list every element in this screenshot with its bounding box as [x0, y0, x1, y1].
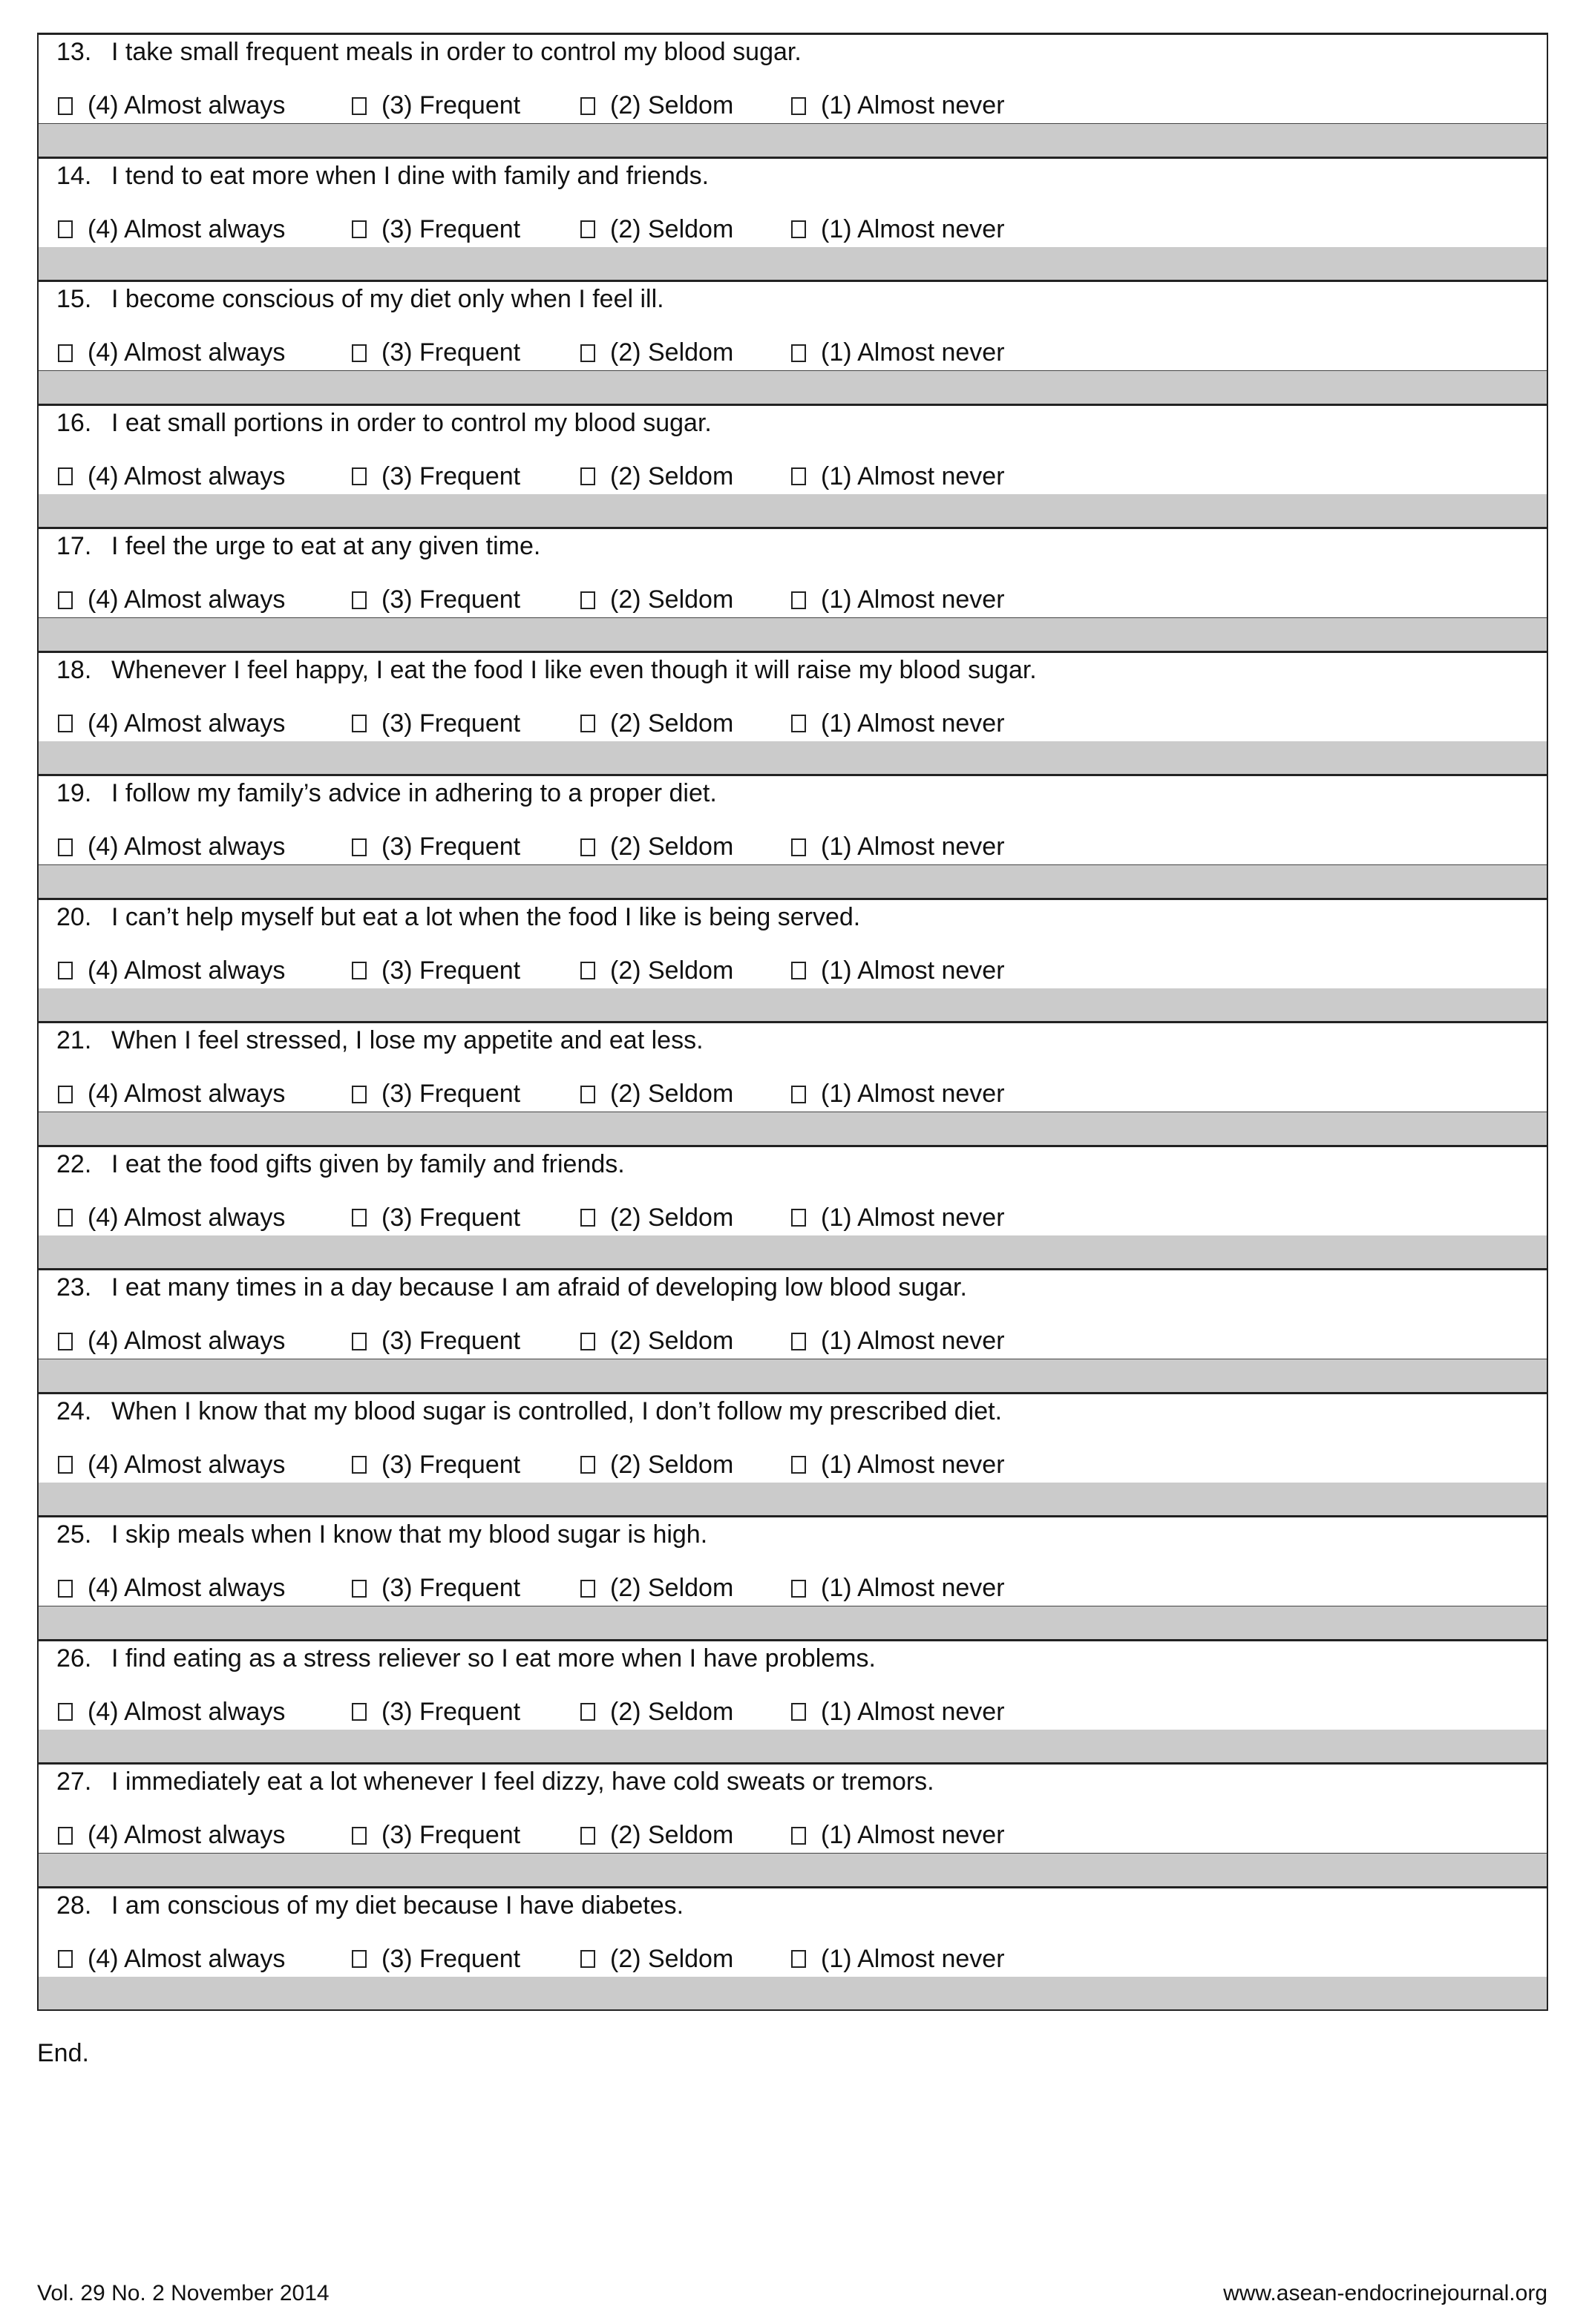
- spacer-band: [39, 618, 1547, 651]
- question-item: [39, 1268, 1547, 1392]
- option-label: (4) Almost always: [88, 338, 286, 367]
- checkbox-icon[interactable]: [58, 344, 73, 362]
- spacer-band: [39, 865, 1547, 898]
- question-number: 15.: [56, 285, 92, 313]
- answer-option[interactable]: [352, 585, 520, 614]
- answer-option[interactable]: [352, 215, 520, 244]
- question-item: [39, 1145, 1547, 1269]
- question-item: [39, 898, 1547, 1022]
- option-label: (3) Frequent: [381, 1697, 521, 1726]
- answer-option[interactable]: [791, 1327, 1005, 1356]
- option-label: (2) Seldom: [610, 1203, 734, 1232]
- question-statement: I eat small portions in order to control my blood sugar.: [111, 408, 712, 437]
- option-label: (4) Almost always: [88, 585, 286, 614]
- option-label: (3) Frequent: [381, 1821, 521, 1849]
- question-cell: [39, 1147, 1547, 1236]
- checkbox-icon[interactable]: [352, 97, 367, 115]
- checkbox-icon[interactable]: [58, 962, 73, 979]
- option-label: (1) Almost never: [821, 1080, 1005, 1108]
- spacer-band: [39, 1112, 1547, 1145]
- option-label: (2) Seldom: [610, 1450, 734, 1479]
- question-statement: I take small frequent meals in order to control my blood sugar.: [111, 38, 802, 66]
- spacer-band: [39, 1483, 1547, 1515]
- answer-option[interactable]: [352, 956, 520, 985]
- answer-option[interactable]: [791, 585, 1005, 614]
- checkbox-icon[interactable]: [352, 467, 367, 485]
- answer-option[interactable]: [352, 833, 520, 861]
- answer-option[interactable]: [58, 1574, 285, 1603]
- option-label: (1) Almost never: [821, 1944, 1005, 1973]
- checkbox-icon[interactable]: [791, 97, 806, 115]
- question-text: [56, 1273, 967, 1302]
- answer-option[interactable]: [58, 1080, 285, 1109]
- answer-option[interactable]: [580, 1698, 733, 1727]
- checkbox-icon[interactable]: [352, 591, 367, 609]
- question-cell: [39, 1888, 1547, 1977]
- question-item: [39, 33, 1547, 157]
- option-label: (4) Almost always: [88, 833, 286, 861]
- question-number: 19.: [56, 779, 92, 807]
- answer-option[interactable]: [580, 1574, 733, 1603]
- option-label: (2) Seldom: [610, 1697, 734, 1726]
- checkbox-icon[interactable]: [580, 467, 595, 485]
- checkbox-icon[interactable]: [791, 1827, 806, 1845]
- answer-option[interactable]: [352, 1204, 520, 1232]
- question-number: 17.: [56, 532, 92, 560]
- option-label: (3) Frequent: [381, 1944, 521, 1973]
- checkbox-icon[interactable]: [580, 1456, 595, 1474]
- answer-option[interactable]: [791, 833, 1005, 861]
- question-text: [56, 903, 860, 932]
- checkbox-icon[interactable]: [58, 1333, 73, 1350]
- option-label: (1) Almost never: [821, 462, 1005, 490]
- checkbox-icon[interactable]: [791, 715, 806, 732]
- question-number: 16.: [56, 408, 92, 437]
- answer-option[interactable]: [580, 1204, 733, 1232]
- question-item: [39, 1021, 1547, 1145]
- option-label: (3) Frequent: [381, 91, 521, 119]
- answer-option[interactable]: [58, 709, 285, 738]
- answer-option[interactable]: [580, 585, 733, 614]
- option-label: (3) Frequent: [381, 1450, 521, 1479]
- answer-option[interactable]: [352, 1080, 520, 1109]
- question-text: [56, 409, 712, 438]
- option-label: (2) Seldom: [610, 585, 734, 614]
- checkbox-icon[interactable]: [352, 1086, 367, 1103]
- question-cell: [39, 35, 1547, 124]
- option-label: (2) Seldom: [610, 709, 734, 738]
- question-statement: I can’t help myself but eat a lot when the food I like is being served.: [111, 902, 861, 931]
- question-cell: [39, 159, 1547, 248]
- option-label: (3) Frequent: [381, 214, 521, 243]
- spacer-band: [39, 1359, 1547, 1392]
- question-item: [39, 1886, 1547, 2010]
- question-cell: [39, 282, 1547, 371]
- spacer-band: [39, 1977, 1547, 2009]
- checkbox-icon[interactable]: [791, 467, 806, 485]
- answer-option[interactable]: [791, 91, 1005, 120]
- question-number: 26.: [56, 1644, 92, 1673]
- checkbox-icon[interactable]: [352, 1456, 367, 1474]
- option-label: (1) Almost never: [821, 1327, 1005, 1355]
- checkbox-icon[interactable]: [580, 1209, 595, 1227]
- question-statement: I am conscious of my diet because I have diabetes.: [111, 1891, 684, 1920]
- answer-option[interactable]: [352, 1574, 520, 1603]
- option-label: (3) Frequent: [381, 1327, 521, 1355]
- answer-option[interactable]: [352, 1451, 520, 1480]
- answer-option[interactable]: [58, 91, 285, 120]
- checkbox-icon[interactable]: [791, 1086, 806, 1103]
- checkbox-icon[interactable]: [580, 962, 595, 979]
- answer-option[interactable]: [791, 956, 1005, 985]
- question-item: [39, 774, 1547, 898]
- question-text: [56, 1520, 707, 1549]
- checkbox-icon[interactable]: [791, 1703, 806, 1721]
- spacer-band: [39, 247, 1547, 280]
- option-label: (3) Frequent: [381, 338, 521, 367]
- checkbox-icon[interactable]: [580, 1950, 595, 1968]
- checkbox-icon[interactable]: [352, 715, 367, 732]
- question-cell: [39, 1641, 1547, 1730]
- option-label: (1) Almost never: [821, 1203, 1005, 1232]
- question-number: 21.: [56, 1026, 92, 1054]
- question-text: [56, 38, 802, 67]
- question-statement: I find eating as a stress reliever so I eat more when I have problems.: [111, 1644, 876, 1673]
- question-cell: [39, 900, 1547, 989]
- checkbox-icon[interactable]: [58, 1827, 73, 1845]
- question-number: 25.: [56, 1520, 92, 1549]
- question-statement: I immediately eat a lot whenever I feel dizzy, have cold sweats or tremors.: [111, 1767, 934, 1796]
- answer-option[interactable]: [580, 1327, 733, 1356]
- checkbox-icon[interactable]: [352, 220, 367, 238]
- question-cell: [39, 529, 1547, 618]
- footer-volume: Vol. 29 No. 2 November 2014: [37, 2281, 330, 2305]
- question-text: [56, 779, 717, 808]
- option-label: (2) Seldom: [610, 1944, 734, 1973]
- question-item: [39, 280, 1547, 404]
- answer-option[interactable]: [791, 215, 1005, 244]
- checkbox-icon[interactable]: [352, 344, 367, 362]
- checkbox-icon[interactable]: [580, 1333, 595, 1350]
- checkbox-icon[interactable]: [580, 1580, 595, 1598]
- answer-option[interactable]: [58, 215, 285, 244]
- spacer-band: [39, 1730, 1547, 1762]
- answer-option[interactable]: [580, 1451, 733, 1480]
- option-label: (2) Seldom: [610, 1574, 734, 1602]
- question-cell: [39, 1765, 1547, 1854]
- answer-option[interactable]: [580, 215, 733, 244]
- answer-option[interactable]: [580, 709, 733, 738]
- questionnaire-table: [37, 33, 1548, 2011]
- option-label: (1) Almost never: [821, 709, 1005, 738]
- checkbox-icon[interactable]: [352, 1209, 367, 1227]
- question-number: 27.: [56, 1767, 92, 1796]
- checkbox-icon[interactable]: [58, 1580, 73, 1598]
- spacer-band: [39, 124, 1547, 157]
- answer-option[interactable]: [58, 1698, 285, 1727]
- checkbox-icon[interactable]: [58, 838, 73, 856]
- question-statement: I tend to eat more when I dine with family and friends.: [111, 161, 710, 190]
- question-text: [56, 1767, 934, 1796]
- answer-option[interactable]: [580, 1945, 733, 1974]
- answer-option[interactable]: [58, 1204, 285, 1232]
- checkbox-icon[interactable]: [791, 344, 806, 362]
- answer-option[interactable]: [352, 91, 520, 120]
- option-label: (4) Almost always: [88, 1944, 286, 1973]
- question-statement: I become conscious of my diet only when I feel ill.: [111, 285, 664, 313]
- answer-option[interactable]: [580, 462, 733, 491]
- checkbox-icon[interactable]: [791, 1333, 806, 1350]
- question-number: 24.: [56, 1396, 92, 1425]
- option-label: (4) Almost always: [88, 709, 286, 738]
- answer-option[interactable]: [352, 709, 520, 738]
- answer-option[interactable]: [791, 338, 1005, 367]
- question-statement: I eat many times in a day because I am afraid of developing low blood sugar.: [111, 1273, 967, 1301]
- question-cell: [39, 1023, 1547, 1112]
- question-number: 18.: [56, 655, 92, 684]
- question-statement: I follow my family’s advice in adhering to a proper diet.: [111, 779, 717, 807]
- checkbox-icon[interactable]: [58, 220, 73, 238]
- option-label: (2) Seldom: [610, 1080, 734, 1108]
- option-label: (2) Seldom: [610, 462, 734, 490]
- answer-option[interactable]: [580, 338, 733, 367]
- checkbox-icon[interactable]: [352, 1827, 367, 1845]
- checkbox-icon[interactable]: [352, 1580, 367, 1598]
- checkbox-icon[interactable]: [580, 220, 595, 238]
- checkbox-icon[interactable]: [580, 715, 595, 732]
- answer-option[interactable]: [580, 91, 733, 120]
- spacer-band: [39, 1235, 1547, 1268]
- question-number: 23.: [56, 1273, 92, 1301]
- checkbox-icon[interactable]: [791, 838, 806, 856]
- option-label: (1) Almost never: [821, 956, 1005, 985]
- option-label: (1) Almost never: [821, 1574, 1005, 1602]
- answer-option[interactable]: [58, 956, 285, 985]
- spacer-band: [39, 371, 1547, 404]
- question-text: [56, 285, 664, 314]
- question-item: [39, 651, 1547, 775]
- checkbox-icon[interactable]: [58, 467, 73, 485]
- answer-option[interactable]: [791, 1204, 1005, 1232]
- answer-option[interactable]: [58, 1945, 285, 1974]
- answer-option[interactable]: [791, 1698, 1005, 1727]
- spacer-band: [39, 494, 1547, 527]
- option-label: (4) Almost always: [88, 956, 286, 985]
- question-number: 13.: [56, 38, 92, 66]
- question-number: 20.: [56, 902, 92, 931]
- answer-option[interactable]: [58, 462, 285, 491]
- question-item: [39, 157, 1547, 280]
- checkbox-icon[interactable]: [580, 344, 595, 362]
- checkbox-icon[interactable]: [580, 838, 595, 856]
- question-cell: [39, 1394, 1547, 1483]
- checkbox-icon[interactable]: [58, 1086, 73, 1103]
- option-label: (1) Almost never: [821, 585, 1005, 614]
- question-cell: [39, 1270, 1547, 1359]
- checkbox-icon[interactable]: [352, 1703, 367, 1721]
- option-label: (1) Almost never: [821, 1697, 1005, 1726]
- question-cell: [39, 776, 1547, 865]
- question-statement: I skip meals when I know that my blood sugar is high.: [111, 1520, 708, 1549]
- question-item: [39, 404, 1547, 528]
- option-label: (4) Almost always: [88, 91, 286, 119]
- checkbox-icon[interactable]: [58, 1703, 73, 1721]
- option-label: (4) Almost always: [88, 1821, 286, 1849]
- answer-option[interactable]: [58, 338, 285, 367]
- checkbox-icon[interactable]: [58, 97, 73, 115]
- answer-option[interactable]: [352, 462, 520, 491]
- question-text: [56, 656, 1037, 685]
- checkbox-icon[interactable]: [352, 1333, 367, 1350]
- option-label: (2) Seldom: [610, 91, 734, 119]
- checkbox-icon[interactable]: [580, 1086, 595, 1103]
- question-text: [56, 1150, 625, 1179]
- option-label: (4) Almost always: [88, 1574, 286, 1602]
- question-cell: [39, 406, 1547, 495]
- answer-option[interactable]: [352, 338, 520, 367]
- question-item: [39, 1639, 1547, 1763]
- option-label: (2) Seldom: [610, 833, 734, 861]
- checkbox-icon[interactable]: [791, 220, 806, 238]
- option-label: (1) Almost never: [821, 1450, 1005, 1479]
- option-label: (4) Almost always: [88, 1327, 286, 1355]
- checkbox-icon[interactable]: [791, 591, 806, 609]
- question-cell: [39, 1517, 1547, 1606]
- question-text: [56, 532, 540, 561]
- answer-option[interactable]: [580, 1821, 733, 1850]
- answer-option[interactable]: [352, 1821, 520, 1850]
- answer-option[interactable]: [58, 833, 285, 861]
- option-label: (3) Frequent: [381, 709, 521, 738]
- checkbox-icon[interactable]: [58, 715, 73, 732]
- option-label: (1) Almost never: [821, 833, 1005, 861]
- spacer-band: [39, 1606, 1547, 1639]
- question-statement: I eat the food gifts given by family and friends.: [111, 1149, 625, 1178]
- checkbox-icon[interactable]: [58, 1456, 73, 1474]
- question-statement: I feel the urge to eat at any given time.: [111, 532, 541, 560]
- checkbox-icon[interactable]: [791, 1950, 806, 1968]
- spacer-band: [39, 741, 1547, 774]
- answer-option[interactable]: [791, 1821, 1005, 1850]
- question-cell: [39, 653, 1547, 742]
- answer-option[interactable]: [58, 1327, 285, 1356]
- checkbox-icon[interactable]: [580, 1827, 595, 1845]
- option-label: (2) Seldom: [610, 1327, 734, 1355]
- option-label: (3) Frequent: [381, 956, 521, 985]
- checkbox-icon[interactable]: [580, 1703, 595, 1721]
- answer-option[interactable]: [58, 1451, 285, 1480]
- checkbox-icon[interactable]: [791, 962, 806, 979]
- option-label: (1) Almost never: [821, 91, 1005, 119]
- question-item: [39, 1762, 1547, 1886]
- option-label: (4) Almost always: [88, 214, 286, 243]
- option-label: (3) Frequent: [381, 1203, 521, 1232]
- answer-option[interactable]: [791, 1451, 1005, 1480]
- checkbox-icon[interactable]: [791, 1456, 806, 1474]
- question-number: 28.: [56, 1891, 92, 1920]
- checkbox-icon[interactable]: [791, 1209, 806, 1227]
- answer-option[interactable]: [58, 1821, 285, 1850]
- question-text: [56, 162, 709, 191]
- answer-option[interactable]: [791, 709, 1005, 738]
- answer-option[interactable]: [352, 1945, 520, 1974]
- checkbox-icon[interactable]: [58, 1209, 73, 1227]
- question-statement: Whenever I feel happy, I eat the food I like even though it will raise my blood sugar.: [111, 655, 1037, 684]
- option-label: (2) Seldom: [610, 956, 734, 985]
- checkbox-icon[interactable]: [352, 838, 367, 856]
- option-label: (3) Frequent: [381, 585, 521, 614]
- spacer-band: [39, 1854, 1547, 1886]
- checkbox-icon[interactable]: [580, 591, 595, 609]
- checkbox-icon[interactable]: [580, 97, 595, 115]
- option-label: (4) Almost always: [88, 1450, 286, 1479]
- question-item: [39, 1392, 1547, 1516]
- checkbox-icon[interactable]: [352, 962, 367, 979]
- question-text: [56, 1026, 704, 1055]
- question-item: [39, 527, 1547, 651]
- option-label: (2) Seldom: [610, 1821, 734, 1849]
- end-text: End.: [37, 2039, 89, 2067]
- answer-option[interactable]: [580, 956, 733, 985]
- option-label: (4) Almost always: [88, 1203, 286, 1232]
- option-label: (1) Almost never: [821, 338, 1005, 367]
- option-label: (1) Almost never: [821, 1821, 1005, 1849]
- question-text: [56, 1397, 1002, 1426]
- question-item: [39, 1515, 1547, 1639]
- answer-option[interactable]: [791, 462, 1005, 491]
- option-label: (1) Almost never: [821, 214, 1005, 243]
- question-text: [56, 1891, 684, 1920]
- option-label: (3) Frequent: [381, 462, 521, 490]
- question-statement: When I know that my blood sugar is controlled, I don’t follow my prescribed diet.: [111, 1396, 1003, 1425]
- option-label: (3) Frequent: [381, 1574, 521, 1602]
- answer-option[interactable]: [791, 1945, 1005, 1974]
- answer-option[interactable]: [791, 1080, 1005, 1109]
- answer-option[interactable]: [580, 833, 733, 861]
- answer-option[interactable]: [352, 1327, 520, 1356]
- option-label: (4) Almost always: [88, 1697, 286, 1726]
- option-label: (2) Seldom: [610, 338, 734, 367]
- option-label: (4) Almost always: [88, 462, 286, 490]
- checkbox-icon[interactable]: [352, 1950, 367, 1968]
- question-statement: When I feel stressed, I lose my appetite and eat less.: [111, 1026, 704, 1054]
- checkbox-icon[interactable]: [58, 591, 73, 609]
- footer-website: www.asean-endocrinejournal.org: [1223, 2281, 1547, 2305]
- answer-option[interactable]: [791, 1574, 1005, 1603]
- answer-option[interactable]: [352, 1698, 520, 1727]
- checkbox-icon[interactable]: [58, 1950, 73, 1968]
- spacer-band: [39, 988, 1547, 1021]
- question-number: 22.: [56, 1149, 92, 1178]
- option-label: (3) Frequent: [381, 833, 521, 861]
- option-label: (2) Seldom: [610, 214, 734, 243]
- answer-option[interactable]: [580, 1080, 733, 1109]
- question-text: [56, 1644, 876, 1673]
- answer-option[interactable]: [58, 585, 285, 614]
- question-number: 14.: [56, 161, 92, 190]
- option-label: (3) Frequent: [381, 1080, 521, 1108]
- checkbox-icon[interactable]: [791, 1580, 806, 1598]
- option-label: (4) Almost always: [88, 1080, 286, 1108]
